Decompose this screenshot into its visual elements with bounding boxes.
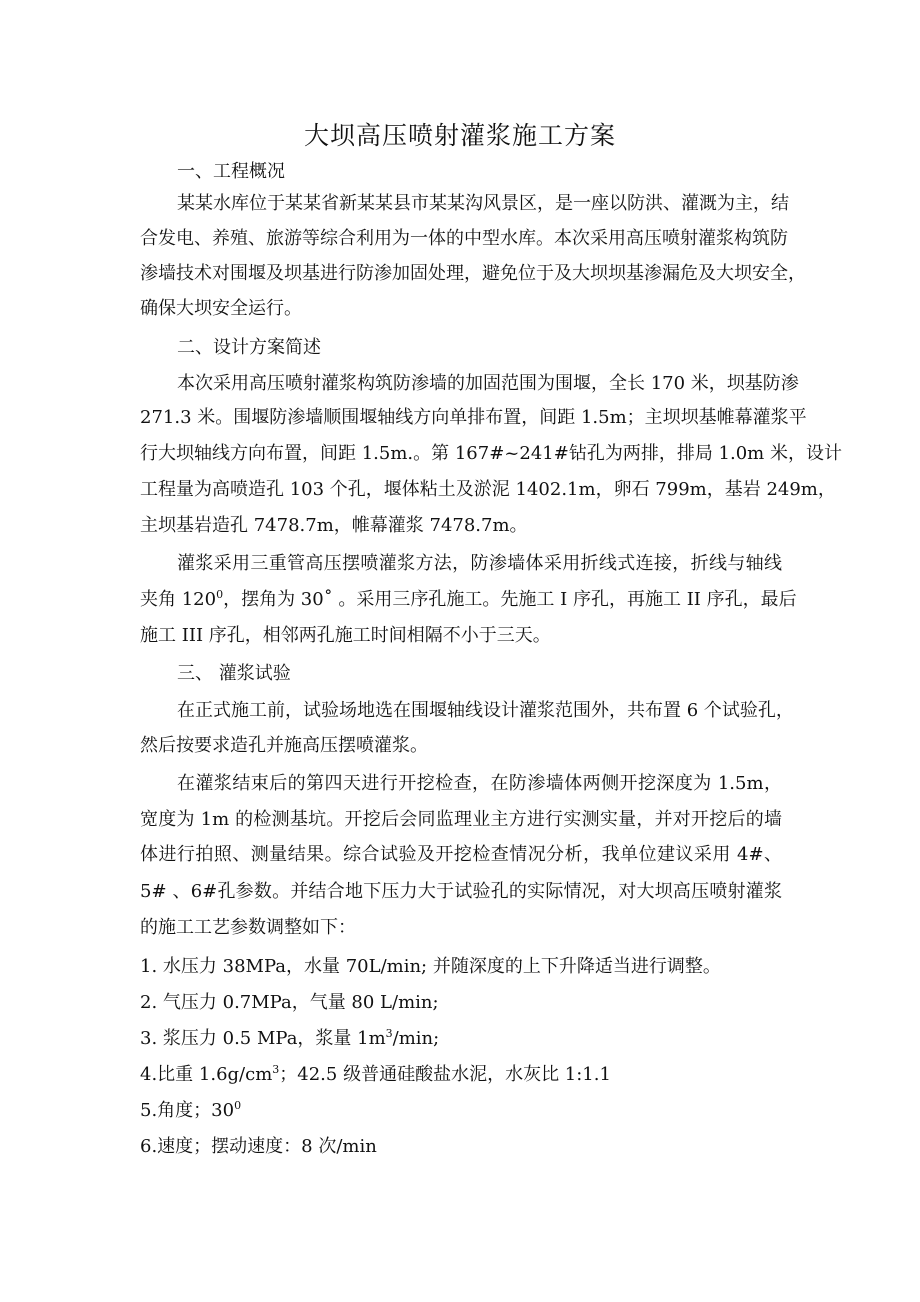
document-title: 大坝高压喷射灌浆施工方案 bbox=[303, 121, 616, 150]
paragraph-line: 在灌浆结束后的第四天进行开挖检查，在防渗墙体两侧开挖深度为 1.5m， bbox=[177, 773, 782, 794]
superscript: 3 bbox=[385, 1027, 393, 1040]
paragraph-line: 施工 III 序孔，相邻两孔施工时间相隔不小于三天。 bbox=[140, 625, 551, 646]
text-segment: 4.比重 1.6g/cm bbox=[140, 1064, 273, 1085]
text-segment: /min; bbox=[392, 1028, 440, 1049]
paragraph-line: 的施工工艺参数调整如下： bbox=[140, 917, 356, 938]
paragraph-line: 确保大坝安全运行。 bbox=[140, 298, 302, 319]
param-item-2: 2. 气压力 0.7MPa，气量 80 L/min; bbox=[140, 992, 439, 1013]
param-item-4 bbox=[140, 1061, 782, 1089]
text-segment: 5.角度；30 bbox=[140, 1100, 235, 1121]
paragraph-line: 主坝基岩造孔 7478.7m，帷幕灌浆 7478.7m。 bbox=[140, 515, 528, 536]
superscript: 0 bbox=[216, 588, 224, 601]
paragraph-line bbox=[140, 586, 797, 614]
paragraph-line: 工程量为高喷造孔 103 个孔，堰体粘土及淤泥 1402.1m，卵石 799m，基岩 249m， bbox=[140, 479, 836, 500]
param-item-3 bbox=[140, 1025, 782, 1053]
section-heading-design: 二、设计方案简述 bbox=[177, 337, 321, 358]
paragraph-line: 然后按要求造孔并施高压摆喷灌浆。 bbox=[140, 735, 428, 756]
paragraph-line: 本次采用高压喷射灌浆构筑防渗墙的加固范围为围堰，全长 170 米，坝基防渗 bbox=[177, 373, 799, 394]
superscript: 3 bbox=[272, 1063, 280, 1076]
paragraph-line: 5# 、6#孔参数。并结合地下压力大于试验孔的实际情况，对大坝高压喷射灌浆 bbox=[140, 881, 782, 902]
paragraph-line: 行大坝轴线方向布置，间距 1.5m.。第 167#~241#钻孔为两排，排局 1.0m 米，设计 bbox=[140, 443, 842, 464]
param-item-1: 1. 水压力 38MPa，水量 70L/min; 并随深度的上下升降适当进行调整。 bbox=[140, 956, 721, 977]
superscript: 0 bbox=[234, 1099, 242, 1112]
paragraph-line: 某某水库位于某某省新某某县市某某沟风景区，是一座以防洪、灌溉为主，结 bbox=[177, 193, 789, 214]
paragraph-line: 271.3 米。围堰防渗墙顺围堰轴线方向单排布置，间距 1.5m；主坝坝基帷幕灌浆平 bbox=[140, 407, 807, 428]
paragraph-line: 渗墙技术对围堰及坝基进行防渗加固处理，避免位于及大坝坝基渗漏危及大坝安全， bbox=[140, 263, 806, 284]
paragraph-line: 灌浆采用三重管高压摆喷灌浆方法，防渗墙体采用折线式连接，折线与轴线 bbox=[177, 553, 782, 574]
section-heading-grouting-test: 三、 灌浆试验 bbox=[177, 663, 291, 684]
text-segment: ，摆角为 30˚ 。采用三序孔施工。先施工 I 序孔，再施工 II 序孔，最后 bbox=[223, 589, 797, 610]
paragraph-line: 合发电、养殖、旅游等综合利用为一体的中型水库。本次采用高压喷射灌浆构筑防 bbox=[140, 228, 788, 249]
paragraph-line: 在正式施工前，试验场地选在围堰轴线设计灌浆范围外，共布置 6 个试验孔， bbox=[177, 700, 794, 721]
paragraph-line: 宽度为 1m 的检测基坑。开挖后会同监理业主方进行实测实量，并对开挖后的墙 bbox=[140, 809, 782, 830]
text-segment: ；42.5 级普通硅酸盐水泥，水灰比 1:1.1 bbox=[279, 1064, 611, 1085]
text-segment: 3. 浆压力 0.5 MPa，浆量 1m bbox=[140, 1028, 386, 1049]
param-item-6: 6.速度；摆动速度：8 次/min bbox=[140, 1136, 377, 1157]
section-heading-overview: 一、工程概况 bbox=[177, 161, 285, 182]
text-segment: 夹角 120 bbox=[140, 589, 217, 610]
param-item-5 bbox=[140, 1097, 782, 1125]
paragraph-line: 体进行拍照、测量结果。综合试验及开挖检查情况分析，我单位建议采用 4#、 bbox=[140, 844, 782, 865]
